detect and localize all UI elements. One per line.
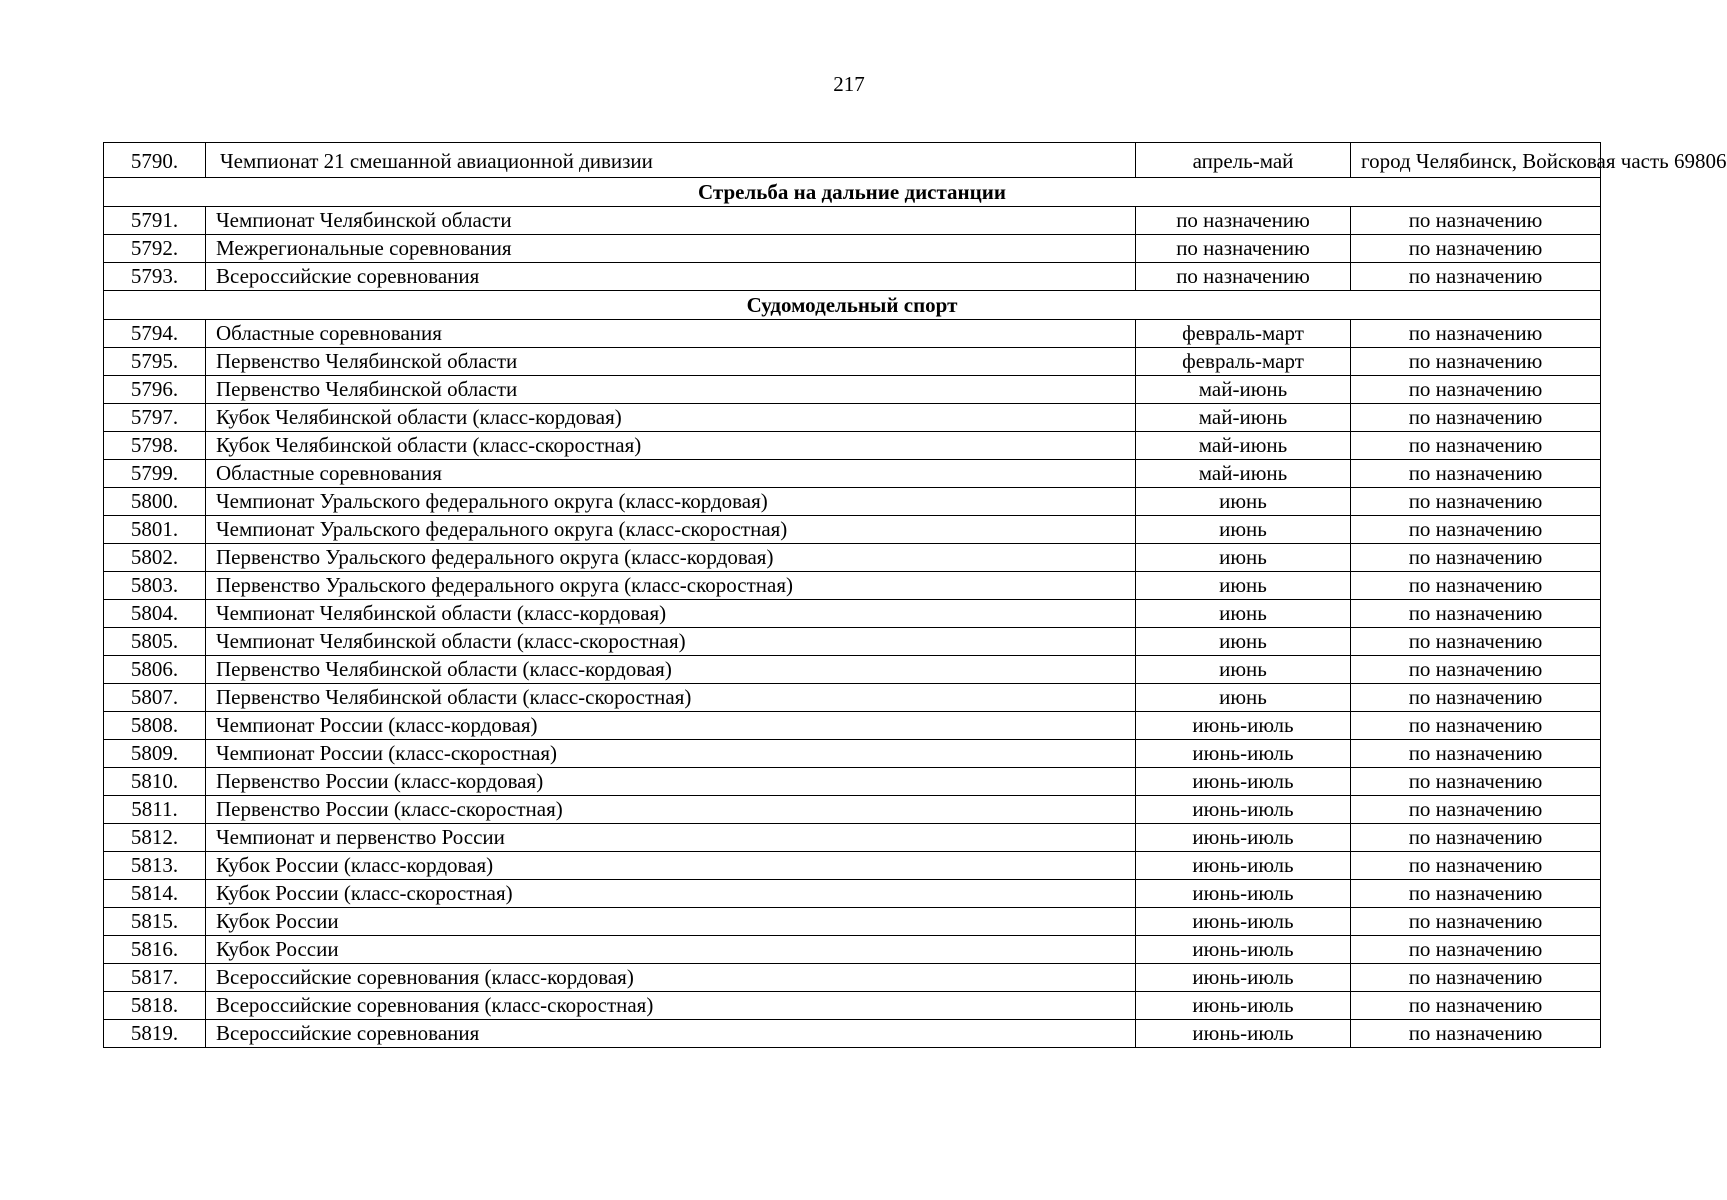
event-name: Чемпионат Уральского федерального округа (класс-скоростная) bbox=[206, 516, 1136, 544]
event-date: июнь-июль bbox=[1136, 768, 1351, 796]
event-place: по назначению bbox=[1351, 656, 1601, 684]
event-date: июнь-июль bbox=[1136, 908, 1351, 936]
event-date: июнь-июль bbox=[1136, 880, 1351, 908]
table-row bbox=[104, 404, 1601, 432]
event-name: Первенство России (класс-скоростная) bbox=[206, 796, 1136, 824]
event-number: 5795. bbox=[104, 348, 206, 376]
table-row bbox=[104, 628, 1601, 656]
event-name: Всероссийские соревнования (класс-скоростная) bbox=[206, 992, 1136, 1020]
event-place: по назначению bbox=[1351, 852, 1601, 880]
event-name: Первенство Челябинской области bbox=[206, 348, 1136, 376]
table-row bbox=[104, 768, 1601, 796]
event-number: 5814. bbox=[104, 880, 206, 908]
table-row bbox=[104, 880, 1601, 908]
event-name: Кубок Челябинской области (класс-скоростная) bbox=[206, 432, 1136, 460]
table-row bbox=[104, 460, 1601, 488]
event-date: июнь-июль bbox=[1136, 712, 1351, 740]
event-name: Кубок России (класс-кордовая) bbox=[206, 852, 1136, 880]
table-row bbox=[104, 656, 1601, 684]
table-row bbox=[104, 936, 1601, 964]
event-date: май-июнь bbox=[1136, 432, 1351, 460]
event-number: 5796. bbox=[104, 376, 206, 404]
event-place: по назначению bbox=[1351, 376, 1601, 404]
event-number: 5815. bbox=[104, 908, 206, 936]
event-number: 5792. bbox=[104, 235, 206, 263]
section-header-row bbox=[104, 178, 1601, 207]
event-number: 5818. bbox=[104, 992, 206, 1020]
event-place: по назначению bbox=[1351, 796, 1601, 824]
event-number: 5808. bbox=[104, 712, 206, 740]
section-header-row bbox=[104, 291, 1601, 320]
event-number: 5794. bbox=[104, 320, 206, 348]
event-date: июнь-июль bbox=[1136, 740, 1351, 768]
event-number: 5798. bbox=[104, 432, 206, 460]
event-name: Всероссийские соревнования (класс-кордовая) bbox=[206, 964, 1136, 992]
event-number: 5797. bbox=[104, 404, 206, 432]
event-place: по назначению bbox=[1351, 684, 1601, 712]
event-name: Чемпионат и первенство России bbox=[206, 824, 1136, 852]
event-place: по назначению bbox=[1351, 516, 1601, 544]
event-name: Кубок Челябинской области (класс-кордовая) bbox=[206, 404, 1136, 432]
event-place: по назначению bbox=[1351, 207, 1601, 235]
event-number: 5819. bbox=[104, 1020, 206, 1048]
event-place: по назначению bbox=[1351, 768, 1601, 796]
event-name: Первенство Уральского федерального округа (класс-скоростная) bbox=[206, 572, 1136, 600]
event-date: июнь bbox=[1136, 544, 1351, 572]
event-place: по назначению bbox=[1351, 628, 1601, 656]
event-place: по назначению bbox=[1351, 1020, 1601, 1048]
event-number: 5790. bbox=[104, 143, 206, 178]
table-row bbox=[104, 544, 1601, 572]
table-row bbox=[104, 684, 1601, 712]
event-place: по назначению bbox=[1351, 824, 1601, 852]
event-number: 5805. bbox=[104, 628, 206, 656]
event-number: 5813. bbox=[104, 852, 206, 880]
table-row bbox=[104, 488, 1601, 516]
event-place: по назначению bbox=[1351, 432, 1601, 460]
event-date: июнь bbox=[1136, 656, 1351, 684]
table-row bbox=[104, 600, 1601, 628]
event-name: Чемпионат Челябинской области (класс-кордовая) bbox=[206, 600, 1136, 628]
event-date: июнь bbox=[1136, 600, 1351, 628]
events-table bbox=[103, 142, 1727, 1048]
event-place: по назначению bbox=[1351, 740, 1601, 768]
event-number: 5810. bbox=[104, 768, 206, 796]
event-name: Первенство Челябинской области bbox=[206, 376, 1136, 404]
table-row bbox=[104, 348, 1601, 376]
event-date: июнь bbox=[1136, 488, 1351, 516]
table-row bbox=[104, 908, 1601, 936]
table-row bbox=[104, 320, 1601, 348]
event-date: февраль-март bbox=[1136, 320, 1351, 348]
event-name: Первенство Челябинской области (класс-скоростная) bbox=[206, 684, 1136, 712]
event-place: по назначению bbox=[1351, 600, 1601, 628]
event-number: 5800. bbox=[104, 488, 206, 516]
event-name: Всероссийские соревнования bbox=[206, 263, 1136, 291]
event-place: по назначению bbox=[1351, 712, 1601, 740]
event-name: Чемпионат Челябинской области bbox=[206, 207, 1136, 235]
event-place: по назначению bbox=[1351, 572, 1601, 600]
event-date: июнь-июль bbox=[1136, 824, 1351, 852]
event-place: по назначению bbox=[1351, 235, 1601, 263]
event-place: по назначению bbox=[1351, 488, 1601, 516]
event-name: Межрегиональные соревнования bbox=[206, 235, 1136, 263]
event-number: 5817. bbox=[104, 964, 206, 992]
event-name: Первенство Уральского федерального округа (класс-кордовая) bbox=[206, 544, 1136, 572]
event-name: Областные соревнования bbox=[206, 460, 1136, 488]
event-name: Кубок России bbox=[206, 908, 1136, 936]
event-date: по назначению bbox=[1136, 235, 1351, 263]
event-number: 5801. bbox=[104, 516, 206, 544]
event-number: 5812. bbox=[104, 824, 206, 852]
event-number: 5807. bbox=[104, 684, 206, 712]
event-name: Чемпионат Уральского федерального округа (класс-кордовая) bbox=[206, 488, 1136, 516]
event-date: июнь-июль bbox=[1136, 964, 1351, 992]
event-name: Чемпионат 21 смешанной авиационной дивизии bbox=[206, 143, 1136, 178]
event-date: июнь-июль bbox=[1136, 852, 1351, 880]
section-title: Стрельба на дальние дистанции bbox=[104, 178, 1601, 207]
event-name: Чемпионат России (класс-скоростная) bbox=[206, 740, 1136, 768]
section-title: Судомодельный спорт bbox=[104, 291, 1601, 320]
event-name: Первенство России (класс-кордовая) bbox=[206, 768, 1136, 796]
event-date: по назначению bbox=[1136, 263, 1351, 291]
table-row bbox=[104, 572, 1601, 600]
event-place: по назначению bbox=[1351, 880, 1601, 908]
event-name: Всероссийские соревнования bbox=[206, 1020, 1136, 1048]
event-number: 5803. bbox=[104, 572, 206, 600]
event-date: май-июнь bbox=[1136, 376, 1351, 404]
event-name: Областные соревнования bbox=[206, 320, 1136, 348]
events-table-body bbox=[104, 143, 1727, 1048]
event-place: по назначению bbox=[1351, 936, 1601, 964]
event-date: июнь-июль bbox=[1136, 936, 1351, 964]
event-number: 5809. bbox=[104, 740, 206, 768]
table-row bbox=[104, 824, 1601, 852]
event-name: Кубок России (класс-скоростная) bbox=[206, 880, 1136, 908]
table-row bbox=[104, 1020, 1601, 1048]
event-name: Первенство Челябинской области (класс-кордовая) bbox=[206, 656, 1136, 684]
event-name: Чемпионат Челябинской области (класс-скоростная) bbox=[206, 628, 1136, 656]
event-number: 5804. bbox=[104, 600, 206, 628]
event-number: 5806. bbox=[104, 656, 206, 684]
event-date: июнь bbox=[1136, 516, 1351, 544]
event-place: по назначению bbox=[1351, 320, 1601, 348]
event-name: Кубок России bbox=[206, 936, 1136, 964]
event-place: город Челябинск, Войсковая часть 69806 bbox=[1351, 143, 1601, 178]
event-date: апрель-май bbox=[1136, 143, 1351, 178]
event-date: май-июнь bbox=[1136, 460, 1351, 488]
event-place: по назначению bbox=[1351, 348, 1601, 376]
event-place: по назначению bbox=[1351, 544, 1601, 572]
table-row bbox=[104, 796, 1601, 824]
event-date: февраль-март bbox=[1136, 348, 1351, 376]
table-row bbox=[104, 376, 1601, 404]
table-row bbox=[104, 740, 1601, 768]
event-number: 5791. bbox=[104, 207, 206, 235]
table-row bbox=[104, 712, 1601, 740]
event-place: по назначению bbox=[1351, 992, 1601, 1020]
table-row bbox=[104, 516, 1601, 544]
event-number: 5816. bbox=[104, 936, 206, 964]
event-place: по назначению bbox=[1351, 404, 1601, 432]
event-number: 5793. bbox=[104, 263, 206, 291]
event-date: май-июнь bbox=[1136, 404, 1351, 432]
table-row bbox=[104, 235, 1601, 263]
event-place: по назначению bbox=[1351, 460, 1601, 488]
table-row bbox=[104, 207, 1601, 235]
event-date: июнь-июль bbox=[1136, 992, 1351, 1020]
event-date: по назначению bbox=[1136, 207, 1351, 235]
event-number: 5811. bbox=[104, 796, 206, 824]
page-number: 217 bbox=[833, 72, 865, 96]
event-date: июнь bbox=[1136, 572, 1351, 600]
event-place: по назначению bbox=[1351, 908, 1601, 936]
event-date: июнь bbox=[1136, 628, 1351, 656]
event-date: июнь-июль bbox=[1136, 1020, 1351, 1048]
table-row bbox=[104, 852, 1601, 880]
event-place: по назначению bbox=[1351, 263, 1601, 291]
event-date: июнь-июль bbox=[1136, 796, 1351, 824]
event-place: по назначению bbox=[1351, 964, 1601, 992]
table-row bbox=[104, 263, 1601, 291]
event-number: 5802. bbox=[104, 544, 206, 572]
table-row bbox=[104, 992, 1601, 1020]
table-row bbox=[104, 143, 1601, 178]
event-number: 5799. bbox=[104, 460, 206, 488]
table-row bbox=[104, 432, 1601, 460]
table-row bbox=[104, 964, 1601, 992]
event-date: июнь bbox=[1136, 684, 1351, 712]
event-name: Чемпионат России (класс-кордовая) bbox=[206, 712, 1136, 740]
